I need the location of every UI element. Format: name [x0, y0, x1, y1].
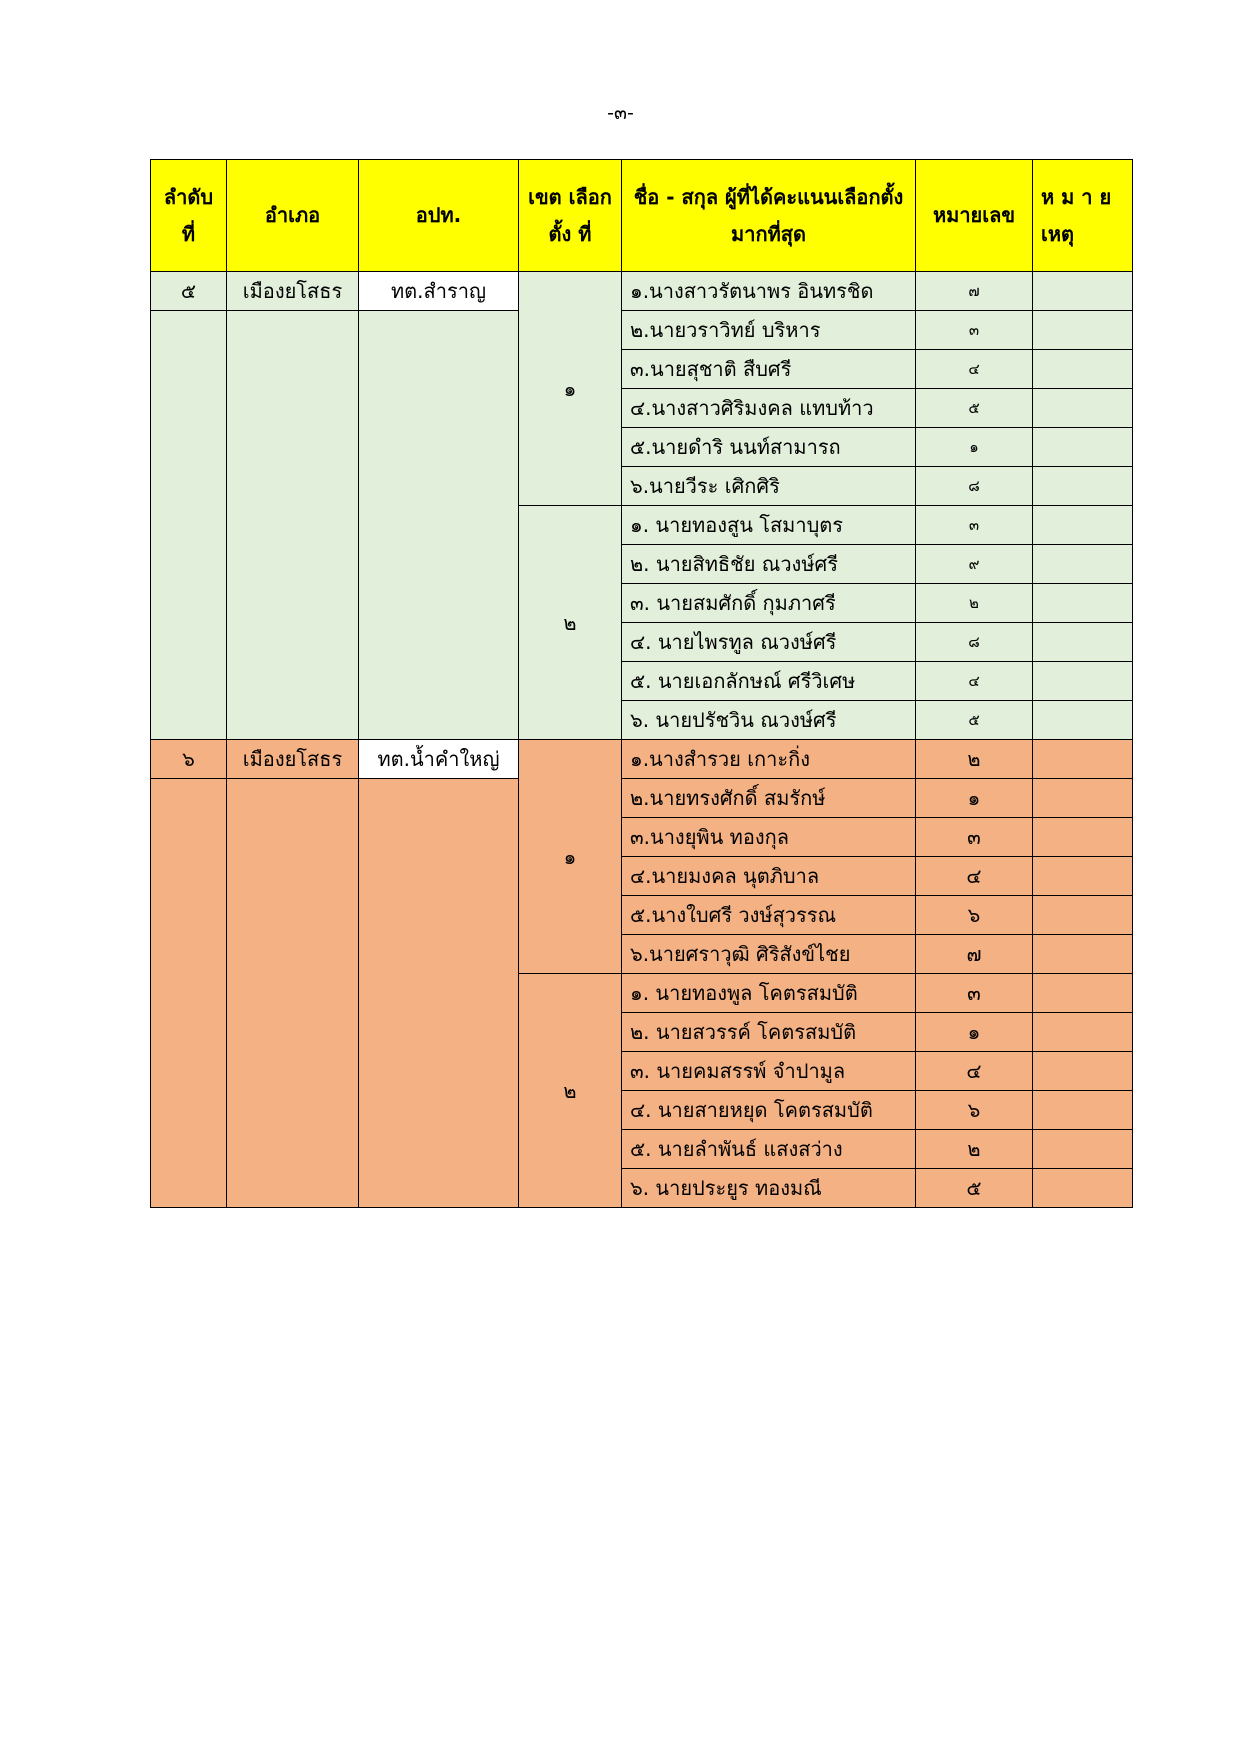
candidate-number: ๖: [916, 1091, 1033, 1130]
candidate-name: ๖. นายปรัชวิน ณวงษ์ศรี: [622, 701, 916, 740]
candidate-number: ๑: [916, 1013, 1033, 1052]
candidate-number: ๑: [916, 779, 1033, 818]
candidate-number: ๙: [916, 545, 1033, 584]
candidate-name: ๖. นายประยูร ทองมณี: [622, 1169, 916, 1208]
remark-cell: [1033, 740, 1133, 779]
candidate-number: ๓: [916, 818, 1033, 857]
remark-cell: [1033, 506, 1133, 545]
remark-cell: [1033, 584, 1133, 623]
remark-cell: [1033, 311, 1133, 350]
remark-cell: [1033, 1091, 1133, 1130]
candidate-name: ๕.นางใบศรี วงษ์สุวรรณ: [622, 896, 916, 935]
order-cell-empty: [151, 779, 227, 1208]
candidate-number: ๕: [916, 1169, 1033, 1208]
table-row: [151, 272, 1133, 311]
candidate-name: ๒. นายสิทธิชัย ณวงษ์ศรี: [622, 545, 916, 584]
district-cell-empty: [227, 779, 359, 1208]
remark-cell: [1033, 1169, 1133, 1208]
lao-cell-empty: [359, 311, 519, 740]
candidate-name: ๔.นางสาวศิริมงคล แทบท้าว: [622, 389, 916, 428]
district-cell-empty: [227, 311, 359, 740]
remark-cell: [1033, 1052, 1133, 1091]
lao-cell: ทต.สำราญ: [359, 272, 519, 311]
table-row: [151, 311, 1133, 350]
remark-cell: [1033, 428, 1133, 467]
district-cell: เมืองยโสธร: [227, 740, 359, 779]
candidate-name: ๔. นายสายหยุด โคตรสมบัติ: [622, 1091, 916, 1130]
order-cell-empty: [151, 311, 227, 740]
candidate-number: ๗: [916, 272, 1033, 311]
remark-cell: [1033, 779, 1133, 818]
candidate-name: ๖.นายวีระ เศิกศิริ: [622, 467, 916, 506]
remark-cell: [1033, 623, 1133, 662]
candidate-name: ๖.นายศราวุฒิ ศิริสังข์ไชย: [622, 935, 916, 974]
header-lao: อปท.: [359, 160, 519, 272]
candidate-number: ๓: [916, 506, 1033, 545]
candidate-number: ๔: [916, 857, 1033, 896]
table-row: [151, 740, 1133, 779]
candidate-number: ๓: [916, 974, 1033, 1013]
header-remark: ห ม า ย เหตุ: [1033, 160, 1133, 272]
candidate-number: ๘: [916, 623, 1033, 662]
candidate-name: ๓.นางยุพิน ทองกุล: [622, 818, 916, 857]
candidate-name: ๒.นายทรงศักดิ์ สมรักษ์: [622, 779, 916, 818]
candidate-name: ๒. นายสวรรค์ โคตรสมบัติ: [622, 1013, 916, 1052]
candidate-number: ๔: [916, 662, 1033, 701]
candidate-name: ๑. นายทองสูน โสมาบุตร: [622, 506, 916, 545]
header-zone: เขต เลือกตั้ง ที่: [519, 160, 622, 272]
table-body: [151, 272, 1133, 1208]
candidate-name: ๔.นายมงคล นุตภิบาล: [622, 857, 916, 896]
remark-cell: [1033, 701, 1133, 740]
candidate-number: ๔: [916, 350, 1033, 389]
header-row: [151, 160, 1133, 272]
header-name: ชื่อ - สกุล ผู้ที่ได้คะแนนเลือกตั้ง มากที่สุด: [622, 160, 916, 272]
remark-cell: [1033, 545, 1133, 584]
candidate-number: ๒: [916, 1130, 1033, 1169]
candidate-number: ๕: [916, 389, 1033, 428]
order-cell: ๕: [151, 272, 227, 311]
lao-cell: ทต.น้ำคำใหญ่: [359, 740, 519, 779]
candidate-name: ๓.นายสุชาติ สืบศรี: [622, 350, 916, 389]
candidate-name: ๔. นายไพรทูล ณวงษ์ศรี: [622, 623, 916, 662]
candidate-name: ๑. นายทองพูล โคตรสมบัติ: [622, 974, 916, 1013]
header-district: อำเภอ: [227, 160, 359, 272]
candidate-name: ๕. นายเอกลักษณ์ ศรีวิเศษ: [622, 662, 916, 701]
remark-cell: [1033, 974, 1133, 1013]
candidate-number: ๑: [916, 428, 1033, 467]
zone-cell: ๑: [519, 272, 622, 506]
candidate-number: ๘: [916, 467, 1033, 506]
candidate-number: ๖: [916, 896, 1033, 935]
candidate-number: ๗: [916, 935, 1033, 974]
zone-cell: ๑: [519, 740, 622, 974]
candidate-name: ๕. นายลำพันธ์ แสงสว่าง: [622, 1130, 916, 1169]
candidate-number: ๓: [916, 311, 1033, 350]
remark-cell: [1033, 467, 1133, 506]
remark-cell: [1033, 935, 1133, 974]
candidate-name: ๓. นายสมศักดิ์ กุมภาศรี: [622, 584, 916, 623]
district-cell: เมืองยโสธร: [227, 272, 359, 311]
page-number: -๓-: [607, 102, 634, 124]
candidate-number: ๒: [916, 584, 1033, 623]
remark-cell: [1033, 896, 1133, 935]
candidate-name: ๑.นางสาวรัตนาพร อินทรชิด: [622, 272, 916, 311]
remark-cell: [1033, 350, 1133, 389]
order-cell: ๖: [151, 740, 227, 779]
remark-cell: [1033, 857, 1133, 896]
table-row: [151, 779, 1133, 818]
election-results-table: [150, 159, 1133, 1208]
header-order: ลำดับ ที่: [151, 160, 227, 272]
remark-cell: [1033, 1130, 1133, 1169]
remark-cell: [1033, 272, 1133, 311]
candidate-name: ๑.นางสำรวย เกาะกิ่ง: [622, 740, 916, 779]
candidate-name: ๓. นายคมสรรพ์ จำปามูล: [622, 1052, 916, 1091]
candidate-name: ๒.นายวราวิทย์ บริหาร: [622, 311, 916, 350]
header-number: หมายเลข: [916, 160, 1033, 272]
remark-cell: [1033, 818, 1133, 857]
candidate-name: ๕.นายดำริ นนท์สามารถ: [622, 428, 916, 467]
remark-cell: [1033, 662, 1133, 701]
candidate-number: ๕: [916, 701, 1033, 740]
lao-cell-empty: [359, 779, 519, 1208]
candidate-number: ๒: [916, 740, 1033, 779]
remark-cell: [1033, 1013, 1133, 1052]
remark-cell: [1033, 389, 1133, 428]
candidate-number: ๔: [916, 1052, 1033, 1091]
zone-cell: ๒: [519, 974, 622, 1208]
zone-cell: ๒: [519, 506, 622, 740]
